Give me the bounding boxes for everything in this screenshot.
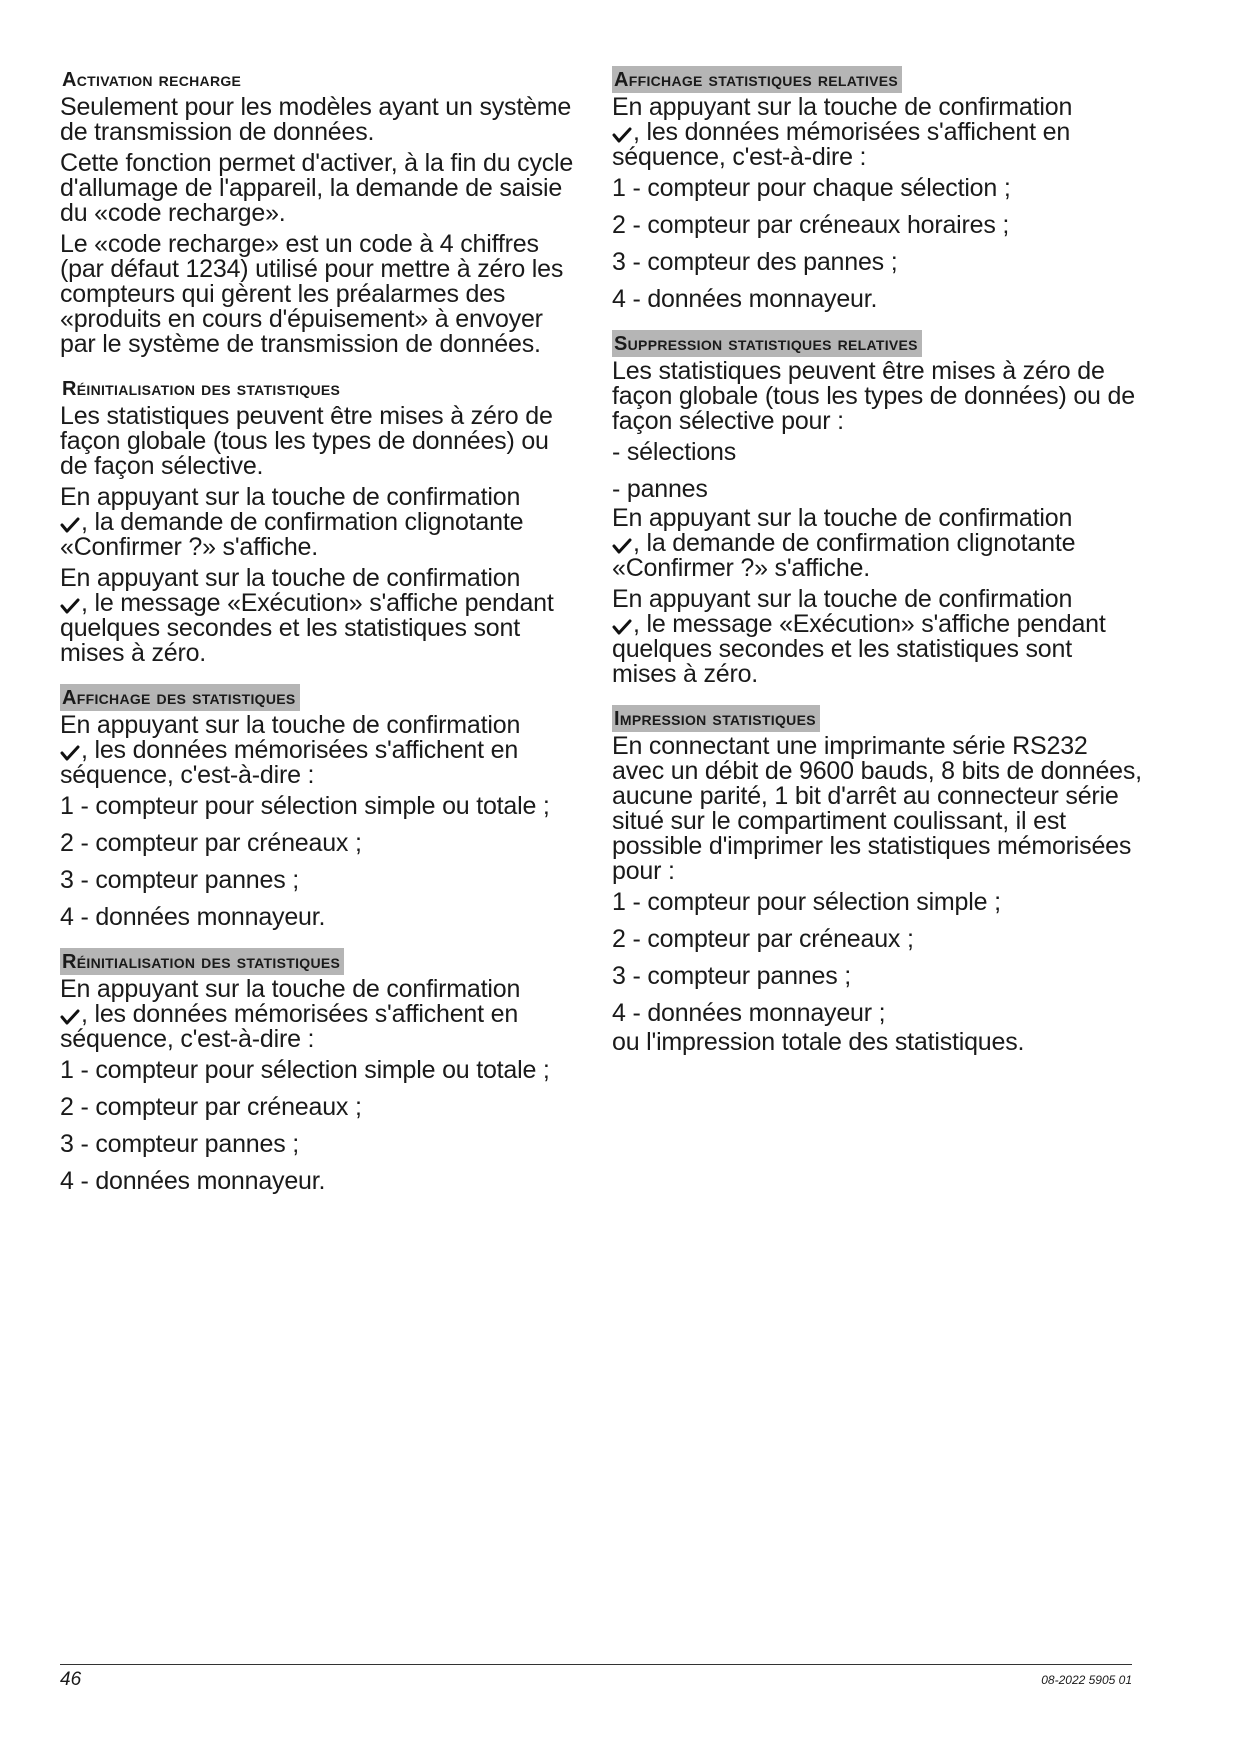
list-item: 3 - compteur pannes ; [612, 962, 851, 990]
paragraph-text: En appuyant sur la touche de confirmation [612, 93, 1073, 121]
section-heading: Affichage statistiques relatives [612, 66, 902, 93]
paragraph-text: , les données mémorisées s'affichent en séquence, c'est-à-dire : [60, 1000, 519, 1053]
paragraph-text: En appuyant sur la touche de confirmation [612, 504, 1073, 532]
paragraph-text: En appuyant sur la touche de confirmation [612, 585, 1073, 613]
paragraph: Le «code recharge» est un code à 4 chiffres (par défaut 1234) utilisé pour mettre à zéro les compteurs qui gèrent les préalarmes des «produits en cours d'épuisement» à envoyer par le système de transmission de données. [60, 230, 564, 358]
list-item: 2 - compteur par créneaux ; [60, 1093, 362, 1121]
checkmark-icon [60, 516, 80, 534]
list-item: 2 - compteur par créneaux horaires ; [612, 211, 1010, 239]
paragraph: Cette fonction permet d'activer, à la fin du cycle d'allumage de l'appareil, la demande de saisie du «code recharge». [60, 149, 574, 227]
list-item: 4 - données monnayeur. [60, 903, 326, 931]
document-reference: 08-2022 5905 01 [1041, 1673, 1132, 1687]
paragraph [60, 485, 580, 560]
checkmark-icon [612, 537, 632, 555]
paragraph-text: En appuyant sur la touche de confirmation [60, 564, 521, 592]
left-column [60, 66, 580, 1212]
paragraph [60, 977, 580, 1052]
paragraph-text: , le message «Exécution» s'affiche pendant quelques secondes et les statistiques sont mises à zéro. [612, 610, 1106, 688]
paragraph-text: , le message «Exécution» s'affiche pendant quelques secondes et les statistiques sont mises à zéro. [60, 589, 554, 667]
checkmark-icon [60, 597, 80, 615]
paragraph: Seulement pour les modèles ayant un système de transmission de données. [60, 93, 572, 146]
section-heading: Suppression statistiques relatives [612, 330, 922, 357]
paragraph-text: En appuyant sur la touche de confirmation [60, 975, 521, 1003]
list-item: - sélections [612, 438, 737, 466]
list-item: 2 - compteur par créneaux ; [612, 925, 914, 953]
list-item: 1 - compteur pour sélection simple ou totale ; [60, 792, 550, 820]
list-item: 3 - compteur des pannes ; [612, 248, 898, 276]
section-affichage-statistiques-relatives [612, 66, 1142, 312]
list-item: 4 - données monnayeur. [60, 1167, 326, 1195]
paragraph: En connectant une imprimante série RS232 avec un débit de 9600 bauds, 8 bits de données, aucune parité, 1 bit d'arrêt au connecteur série situé sur le compartiment coulissant, il est possible d'imprimer les statistiques mémorisées pour : [612, 732, 1142, 885]
paragraph: Les statistiques peuvent être mises à zéro de façon globale (tous les types de données) ou de façon sélective. [60, 402, 553, 480]
list-item: 3 - compteur pannes ; [60, 866, 299, 894]
section-reinitialisation-statistiques [60, 375, 580, 666]
section-heading: Activation recharge [62, 69, 242, 91]
paragraph-text: , les données mémorisées s'affichent en séquence, c'est-à-dire : [60, 736, 519, 789]
list-item: 2 - compteur par créneaux ; [60, 829, 362, 857]
section-reinitialisation-statistiques-2 [60, 948, 580, 1194]
paragraph-text: En appuyant sur la touche de confirmation [60, 711, 521, 739]
paragraph [612, 95, 1142, 170]
list-item: 3 - compteur pannes ; [60, 1130, 299, 1158]
paragraph-text: En appuyant sur la touche de confirmation [60, 483, 521, 511]
checkmark-icon [60, 1008, 80, 1026]
paragraph [612, 587, 1142, 687]
paragraph [60, 566, 580, 666]
checkmark-icon [612, 126, 632, 144]
list-item: 1 - compteur pour chaque sélection ; [612, 174, 1011, 202]
section-suppression-statistiques-relatives [612, 330, 1142, 687]
list-item: - pannes [612, 475, 708, 503]
paragraph-text: , la demande de confirmation clignotante «Confirmer ?» s'affiche. [612, 529, 1076, 582]
paragraph: Les statistiques peuvent être mises à zéro de façon globale (tous les types de données) ou de façon sélective pour : [612, 357, 1135, 435]
paragraph-text: , les données mémorisées s'affichent en séquence, c'est-à-dire : [612, 118, 1071, 171]
paragraph: ou l'impression totale des statistiques. [612, 1028, 1025, 1056]
list-item: 1 - compteur pour sélection simple ; [612, 888, 1001, 916]
page-footer [60, 1664, 1132, 1695]
section-heading: Réinitialisation des statistiques [62, 378, 341, 400]
section-heading: Réinitialisation des statistiques [60, 948, 344, 975]
list-item: 4 - données monnayeur ; [612, 999, 886, 1027]
list-item: 4 - données monnayeur. [612, 285, 878, 313]
checkmark-icon [60, 744, 80, 762]
section-impression-statistiques [612, 705, 1142, 1055]
checkmark-icon [612, 618, 632, 636]
paragraph [60, 713, 580, 788]
list-item: 1 - compteur pour sélection simple ou totale ; [60, 1056, 550, 1084]
section-heading: Affichage des statistiques [60, 684, 300, 711]
section-affichage-statistiques [60, 684, 580, 930]
paragraph [612, 506, 1142, 581]
page-number: 46 [60, 1669, 82, 1690]
section-activation-recharge [60, 66, 580, 357]
paragraph-text: , la demande de confirmation clignotante «Confirmer ?» s'affiche. [60, 508, 524, 561]
section-heading: Impression statistiques [612, 705, 820, 732]
right-column [612, 66, 1142, 1073]
